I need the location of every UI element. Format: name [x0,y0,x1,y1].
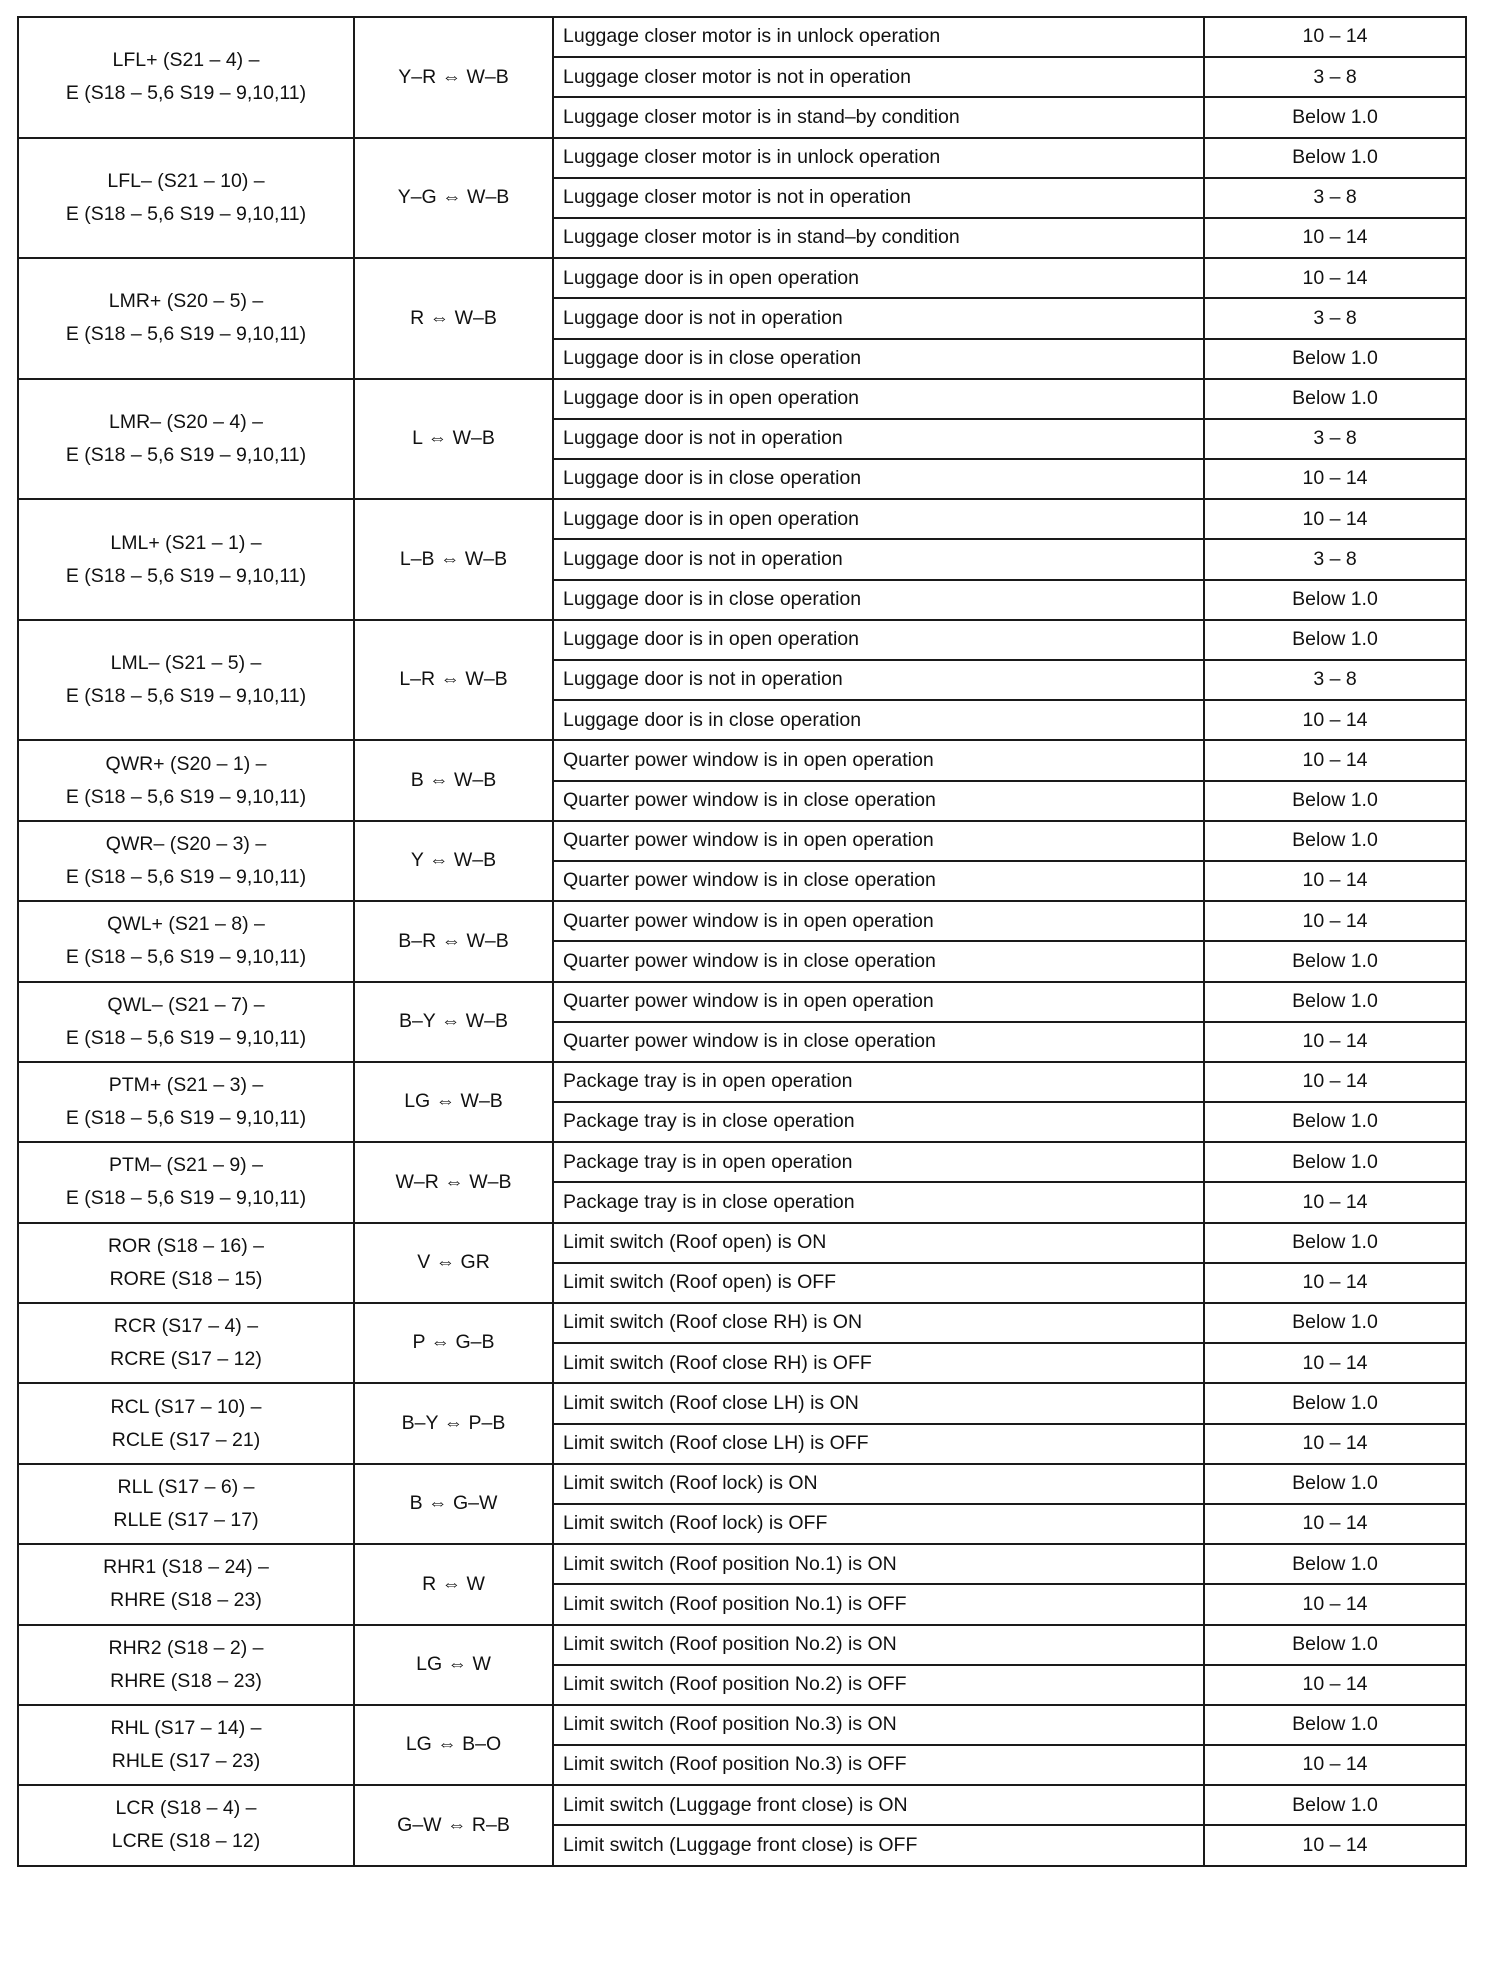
specified-value-cell: Below 1.0 [1204,1142,1466,1182]
wire-color-cell: B–Y ⇔ W–B [354,982,553,1062]
condition-cell: Limit switch (Roof position No.1) is ON [553,1544,1204,1584]
wire-color-cell: P ⇔ G–B [354,1303,553,1383]
specified-value-cell: 3 – 8 [1204,57,1466,97]
table-row [18,740,1466,780]
specified-value-cell: Below 1.0 [1204,982,1466,1022]
specified-value-cell: Below 1.0 [1204,339,1466,379]
terminal-line-2: E (S18 – 5,6 S19 – 9,10,11) [65,323,307,346]
terminal-line-2: E (S18 – 5,6 S19 – 9,10,11) [65,1026,307,1049]
terminal-line-1: PTM– (S21 – 9) – [109,1154,263,1177]
terminal-line-2: E (S18 – 5,6 S19 – 9,10,11) [65,946,307,969]
condition-cell: Luggage door is not in operation [553,298,1204,338]
condition-cell: Luggage door is in close operation [553,459,1204,499]
condition-cell: Luggage door is not in operation [553,419,1204,459]
terminal-line-1: LFL– (S21 – 10) – [107,169,265,192]
condition-cell: Package tray is in close operation [553,1182,1204,1222]
terminal-line-2: RHLE (S17 – 23) [111,1750,261,1773]
condition-cell: Quarter power window is in open operation [553,982,1204,1022]
condition-cell: Luggage door is in open operation [553,499,1204,539]
specified-value-cell: Below 1.0 [1204,1705,1466,1745]
terminal-cell [18,1625,354,1705]
table-row [18,1785,1466,1825]
specified-value-cell: Below 1.0 [1204,1785,1466,1825]
terminal-cell [18,821,354,901]
condition-cell: Luggage door is in open operation [553,620,1204,660]
terminal-line-2: E (S18 – 5,6 S19 – 9,10,11) [65,202,307,225]
table-row [18,1062,1466,1102]
wire-color-cell: L–R ⇔ W–B [354,620,553,741]
terminal-line-1: RHR2 (S18 – 2) – [108,1636,264,1659]
table-row [18,1142,1466,1182]
specified-value-cell: 10 – 14 [1204,1825,1466,1865]
terminal-line-2: RCRE (S17 – 12) [110,1348,262,1371]
terminal-line-2: E (S18 – 5,6 S19 – 9,10,11) [65,1187,307,1210]
terminal-cell [18,620,354,741]
specified-value-cell: 10 – 14 [1204,901,1466,941]
specified-value-cell: 10 – 14 [1204,1263,1466,1303]
terminal-cell [18,982,354,1062]
specified-value-cell: 10 – 14 [1204,1665,1466,1705]
specified-value-cell: 3 – 8 [1204,298,1466,338]
condition-cell: Luggage closer motor is in stand–by condition [553,218,1204,258]
condition-cell: Package tray is in open operation [553,1142,1204,1182]
terminal-line-2: RHRE (S18 – 23) [110,1669,262,1692]
wire-color-cell: B ⇔ W–B [354,740,553,820]
terminal-cell [18,901,354,981]
condition-cell: Limit switch (Roof lock) is OFF [553,1504,1204,1544]
terminal-cell [18,740,354,820]
terminal-line-1: RCR (S17 – 4) – [113,1315,259,1338]
terminal-inspection-table [17,16,1467,1867]
condition-cell: Quarter power window is in open operation [553,901,1204,941]
terminal-line-1: QWL– (S21 – 7) – [107,993,265,1016]
table-row [18,982,1466,1022]
condition-cell: Luggage door is in open operation [553,379,1204,419]
table-row [18,901,1466,941]
terminal-line-1: LML– (S21 – 5) – [110,652,262,675]
condition-cell: Limit switch (Luggage front close) is OFF [553,1825,1204,1865]
specified-value-cell: 10 – 14 [1204,1584,1466,1624]
condition-cell: Limit switch (Roof position No.3) is ON [553,1705,1204,1745]
condition-cell: Quarter power window is in close operation [553,861,1204,901]
condition-cell: Limit switch (Roof position No.2) is OFF [553,1665,1204,1705]
condition-cell: Luggage door is in open operation [553,258,1204,298]
terminal-line-2: LCRE (S18 – 12) [111,1830,261,1853]
specified-value-cell: Below 1.0 [1204,821,1466,861]
condition-cell: Luggage door is not in operation [553,660,1204,700]
condition-cell: Limit switch (Roof close RH) is OFF [553,1343,1204,1383]
table-row [18,1223,1466,1263]
specified-value-cell: Below 1.0 [1204,1464,1466,1504]
condition-cell: Luggage closer motor is in unlock operation [553,17,1204,57]
specified-value-cell: 3 – 8 [1204,660,1466,700]
terminal-line-2: RHRE (S18 – 23) [110,1589,262,1612]
terminal-line-2: E (S18 – 5,6 S19 – 9,10,11) [65,685,307,708]
terminal-line-1: RHL (S17 – 14) – [110,1717,262,1740]
terminal-cell [18,1383,354,1463]
wire-color-cell: Y ⇔ W–B [354,821,553,901]
terminal-line-1: LML+ (S21 – 1) – [110,531,262,554]
table-row [18,620,1466,660]
condition-cell: Quarter power window is in open operation [553,821,1204,861]
specified-value-cell: Below 1.0 [1204,1303,1466,1343]
condition-cell: Limit switch (Roof lock) is ON [553,1464,1204,1504]
terminal-cell [18,499,354,620]
specified-value-cell: Below 1.0 [1204,97,1466,137]
terminal-cell [18,1303,354,1383]
table-row [18,258,1466,298]
specified-value-cell: 10 – 14 [1204,459,1466,499]
wire-color-cell: G–W ⇔ R–B [354,1785,553,1865]
specified-value-cell: Below 1.0 [1204,138,1466,178]
specified-value-cell: 10 – 14 [1204,861,1466,901]
condition-cell: Quarter power window is in close operation [553,941,1204,981]
table-row [18,379,1466,419]
specified-value-cell: Below 1.0 [1204,379,1466,419]
condition-cell: Limit switch (Luggage front close) is ON [553,1785,1204,1825]
wire-color-cell: L ⇔ W–B [354,379,553,500]
terminal-line-2: RLLE (S17 – 17) [113,1508,259,1531]
terminal-line-2: E (S18 – 5,6 S19 – 9,10,11) [65,865,307,888]
terminal-line-1: ROR (S18 – 16) – [107,1234,265,1257]
specified-value-cell: 10 – 14 [1204,1062,1466,1102]
terminal-line-2: E (S18 – 5,6 S19 – 9,10,11) [65,82,307,105]
terminal-line-1: RHR1 (S18 – 24) – [103,1556,269,1579]
wire-color-cell: L–B ⇔ W–B [354,499,553,620]
specified-value-cell: Below 1.0 [1204,1383,1466,1423]
condition-cell: Luggage door is in close operation [553,700,1204,740]
specified-value-cell: Below 1.0 [1204,1544,1466,1584]
wire-color-cell: LG ⇔ W [354,1625,553,1705]
wire-color-cell: R ⇔ W [354,1544,553,1624]
wire-color-cell: Y–R ⇔ W–B [354,17,553,138]
wire-color-cell: B–R ⇔ W–B [354,901,553,981]
terminal-line-2: E (S18 – 5,6 S19 – 9,10,11) [65,785,307,808]
specified-value-cell: 10 – 14 [1204,1022,1466,1062]
condition-cell: Limit switch (Roof position No.3) is OFF [553,1745,1204,1785]
terminal-line-2: RORE (S18 – 15) [109,1267,263,1290]
terminal-line-1: QWL+ (S21 – 8) – [107,913,265,936]
condition-cell: Limit switch (Roof position No.2) is ON [553,1625,1204,1665]
terminal-line-1: RCL (S17 – 10) – [110,1395,262,1418]
specified-value-cell: Below 1.0 [1204,580,1466,620]
condition-cell: Limit switch (Roof open) is ON [553,1223,1204,1263]
terminal-cell [18,1544,354,1624]
specified-value-cell: 10 – 14 [1204,1182,1466,1222]
specified-value-cell: Below 1.0 [1204,781,1466,821]
terminal-cell [18,379,354,500]
table-row [18,499,1466,539]
terminal-line-1: RLL (S17 – 6) – [117,1475,255,1498]
condition-cell: Package tray is in open operation [553,1062,1204,1102]
condition-cell: Luggage closer motor is not in operation [553,57,1204,97]
terminal-cell [18,1223,354,1303]
table-row [18,1383,1466,1423]
terminal-line-1: QWR+ (S20 – 1) – [105,752,267,775]
specified-value-cell: 10 – 14 [1204,17,1466,57]
specified-value-cell: Below 1.0 [1204,1223,1466,1263]
terminal-line-2: E (S18 – 5,6 S19 – 9,10,11) [65,1107,307,1130]
specified-value-cell: 3 – 8 [1204,419,1466,459]
wire-color-cell: V ⇔ GR [354,1223,553,1303]
condition-cell: Luggage door is in close operation [553,339,1204,379]
terminal-line-1: PTM+ (S21 – 3) – [108,1074,264,1097]
specified-value-cell: Below 1.0 [1204,1102,1466,1142]
terminal-cell [18,17,354,138]
specified-value-cell: Below 1.0 [1204,1625,1466,1665]
condition-cell: Quarter power window is in close operation [553,1022,1204,1062]
condition-cell: Luggage door is not in operation [553,539,1204,579]
condition-cell: Luggage closer motor is not in operation [553,178,1204,218]
terminal-line-2: E (S18 – 5,6 S19 – 9,10,11) [65,564,307,587]
terminal-line-1: QWR– (S20 – 3) – [105,832,267,855]
condition-cell: Limit switch (Roof close RH) is ON [553,1303,1204,1343]
condition-cell: Quarter power window is in close operation [553,781,1204,821]
terminal-cell [18,1464,354,1544]
terminal-cell [18,258,354,379]
condition-cell: Limit switch (Roof position No.1) is OFF [553,1584,1204,1624]
terminal-cell [18,138,354,259]
specified-value-cell: 10 – 14 [1204,499,1466,539]
specified-value-cell: Below 1.0 [1204,941,1466,981]
condition-cell: Luggage closer motor is in stand–by condition [553,97,1204,137]
wire-color-cell: Y–G ⇔ W–B [354,138,553,259]
table-row [18,17,1466,57]
condition-cell: Limit switch (Roof close LH) is ON [553,1383,1204,1423]
specified-value-cell: 10 – 14 [1204,218,1466,258]
specified-value-cell: 10 – 14 [1204,1343,1466,1383]
specified-value-cell: 10 – 14 [1204,700,1466,740]
table-row [18,821,1466,861]
terminal-cell [18,1142,354,1222]
condition-cell: Package tray is in close operation [553,1102,1204,1142]
condition-cell: Luggage door is in close operation [553,580,1204,620]
wire-color-cell: B ⇔ G–W [354,1464,553,1544]
table-row [18,1625,1466,1665]
specified-value-cell: 10 – 14 [1204,258,1466,298]
terminal-line-1: LMR+ (S20 – 5) – [108,290,264,313]
specified-value-cell: 10 – 14 [1204,740,1466,780]
terminal-line-1: LMR– (S20 – 4) – [109,410,263,433]
wire-color-cell: R ⇔ W–B [354,258,553,379]
specified-value-cell: 10 – 14 [1204,1745,1466,1785]
terminal-line-2: E (S18 – 5,6 S19 – 9,10,11) [65,443,307,466]
table-row [18,1544,1466,1584]
terminal-cell [18,1705,354,1785]
table-body [18,17,1466,1866]
terminal-cell [18,1062,354,1142]
table-row [18,1303,1466,1343]
inspection-table-container [17,16,1465,1867]
specified-value-cell: Below 1.0 [1204,620,1466,660]
specified-value-cell: 10 – 14 [1204,1424,1466,1464]
wire-color-cell: B–Y ⇔ P–B [354,1383,553,1463]
terminal-cell [18,1785,354,1865]
wire-color-cell: LG ⇔ B–O [354,1705,553,1785]
condition-cell: Luggage closer motor is in unlock operation [553,138,1204,178]
terminal-line-1: LCR (S18 – 4) – [115,1797,257,1820]
specified-value-cell: 3 – 8 [1204,539,1466,579]
condition-cell: Limit switch (Roof open) is OFF [553,1263,1204,1303]
specified-value-cell: 10 – 14 [1204,1504,1466,1544]
wire-color-cell: LG ⇔ W–B [354,1062,553,1142]
condition-cell: Limit switch (Roof close LH) is OFF [553,1424,1204,1464]
table-row [18,1705,1466,1745]
terminal-line-2: RCLE (S17 – 21) [111,1428,261,1451]
wire-color-cell: W–R ⇔ W–B [354,1142,553,1222]
condition-cell: Quarter power window is in open operation [553,740,1204,780]
terminal-line-1: LFL+ (S21 – 4) – [112,49,260,72]
specified-value-cell: 3 – 8 [1204,178,1466,218]
table-row [18,138,1466,178]
table-row [18,1464,1466,1504]
